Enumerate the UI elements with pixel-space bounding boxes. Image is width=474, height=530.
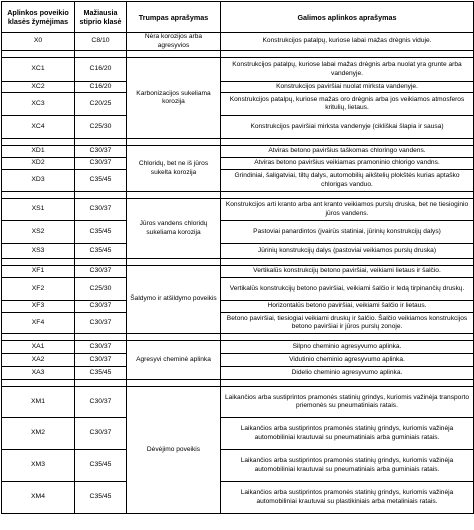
strength-class-cell: C35/45: [75, 482, 127, 514]
table-body: [2, 33, 474, 514]
header-environment: Galimos aplinkos aprašymas: [221, 2, 474, 33]
environment-description-cell: Betono paviršiai, tiesiogiai veikiami druskų ir šalčio. Šalčio veikiamos konstrukcijos betono paviršiai ir jūros purslų zonoje.: [221, 313, 474, 334]
exposure-class-cell: XM3: [2, 450, 75, 482]
strength-class-cell: C25/30: [75, 116, 127, 139]
exposure-class-cell: XA1: [2, 341, 75, 354]
group-spacer-row: [2, 259, 474, 266]
spacer-cell: [221, 259, 474, 266]
exposure-class-cell: XM1: [2, 387, 75, 418]
table-row: [2, 301, 474, 313]
environment-description-cell: Konstrukcijos patalpų, kuriose labai mažas drėgnis arba nuolat yra grunte arba vandenyje.: [221, 58, 474, 82]
environment-description-cell: Konstrukcijos paviršiai nuolat mirksta vandenyje.: [221, 82, 474, 93]
header-class: Aplinkos poveikio klasės žymėjimas: [2, 2, 75, 33]
strength-class-cell: C30/37: [75, 418, 127, 450]
exposure-class-cell: XF4: [2, 313, 75, 334]
spacer-cell: [75, 192, 127, 199]
strength-class-cell: C16/20: [75, 82, 127, 93]
exposure-class-cell: XM4: [2, 482, 75, 514]
spacer-cell: [75, 139, 127, 146]
environment-description-cell: Konstrukcijos arti kranto arba ant kranto veikiamos purslų druska, bet ne tiesioginio jūros vandens.: [221, 199, 474, 221]
exposure-class-cell: XF3: [2, 301, 75, 313]
spacer-cell: [2, 139, 75, 146]
spacer-cell: [127, 334, 221, 341]
table-row: [2, 170, 474, 192]
environment-description-cell: Konstrukcijos patalpų, kuriose labai mažas drėgnis viduje.: [221, 33, 474, 51]
table-row: [2, 116, 474, 139]
environment-description-cell: Jūrinių konstrukcijų dalys (pastoviai veikiamos purslų druska): [221, 244, 474, 259]
spacer-cell: [127, 192, 221, 199]
strength-class-cell: C35/45: [75, 244, 127, 259]
strength-class-cell: C35/45: [75, 221, 127, 244]
group-spacer-row: [2, 380, 474, 387]
strength-class-cell: C30/37: [75, 387, 127, 418]
spacer-cell: [127, 51, 221, 58]
spacer-cell: [127, 139, 221, 146]
spacer-cell: [221, 334, 474, 341]
strength-class-cell: C30/37: [75, 158, 127, 170]
table-row: [2, 199, 474, 221]
table-row: [2, 146, 474, 158]
table-row: [2, 341, 474, 354]
exposure-class-cell: XS3: [2, 244, 75, 259]
table-row: [2, 158, 474, 170]
environment-description-cell: Horizontalūs betono paviršiai, veikiami šalčio ir lietaus.: [221, 301, 474, 313]
exposure-class-cell: XA2: [2, 354, 75, 367]
environment-description-cell: Laikančios arba sustiprintos pramonės statinių grindys, kuriomis važinėja transporto priemonės su pneumatiniais ratais.: [221, 387, 474, 418]
spacer-cell: [221, 380, 474, 387]
group-description-cell: Šaldymo ir atšildymo poveikis: [127, 266, 221, 334]
table-row: [2, 33, 474, 51]
exposure-class-cell: X0: [2, 33, 75, 51]
exposure-class-cell: XS1: [2, 199, 75, 221]
spacer-cell: [2, 334, 75, 341]
spacer-cell: [2, 380, 75, 387]
group-description-cell: Jūros vandens chloridų sukeliama korozija: [127, 199, 221, 259]
exposure-class-cell: XA3: [2, 367, 75, 380]
exposure-classes-table: [1, 1, 474, 514]
header-strength: Mažiausia stiprio klasė: [75, 2, 127, 33]
exposure-class-cell: XM2: [2, 418, 75, 450]
exposure-class-cell: XC3: [2, 93, 75, 116]
spacer-cell: [221, 192, 474, 199]
exposure-class-cell: XD2: [2, 158, 75, 170]
strength-class-cell: C30/37: [75, 354, 127, 367]
environment-description-cell: Konstrukcijos patalpų, kuriose mažas oro drėgnis arba jos veikiamos atmosferos kritulių, lietaus.: [221, 93, 474, 116]
header-description: Trumpas aprašymas: [127, 2, 221, 33]
spacer-cell: [221, 139, 474, 146]
environment-description-cell: Laikančios arba sustiprintos pramonės statinių grindys, kuriomis važinėja automobiliniai krautuvai su pneumatiniais arba guminiais ratais.: [221, 450, 474, 482]
spacer-cell: [75, 334, 127, 341]
exposure-class-cell: XC2: [2, 82, 75, 93]
table-header-row: [2, 2, 474, 33]
environment-description-cell: Laikančios arba sustiprintos pramonės statinių grindys, kuriomis važinėja automobiliniai krautuvai su pneumatiniais arba guminiais ratais.: [221, 418, 474, 450]
group-description-cell: Nėra korozijos arba agresyvios: [127, 33, 221, 51]
environment-description-cell: Atviras betono paviršius veikiamas pramoninio chlorigo vandns.: [221, 158, 474, 170]
table-row: [2, 482, 474, 514]
environment-description-cell: Atviras betono paviršius taškomas chloringo vandens.: [221, 146, 474, 158]
group-description-cell: Chloridų, bet ne iš jūros sukelta korozija: [127, 146, 221, 192]
spacer-cell: [75, 259, 127, 266]
spacer-cell: [127, 380, 221, 387]
strength-class-cell: C30/37: [75, 301, 127, 313]
table-row: [2, 58, 474, 82]
strength-class-cell: C30/37: [75, 341, 127, 354]
environment-description-cell: Vertikalūs konstrukcijų betono paviršiai, veikiami šalčio ir ledą tirpinančių druskų.: [221, 278, 474, 301]
exposure-class-cell: XC1: [2, 58, 75, 82]
environment-description-cell: Vidutinio cheminio agresyvumo aplinka.: [221, 354, 474, 367]
strength-class-cell: C35/45: [75, 367, 127, 380]
exposure-class-cell: XS2: [2, 221, 75, 244]
spacer-cell: [2, 51, 75, 58]
spacer-cell: [127, 259, 221, 266]
environment-description-cell: Pastoviai panardintos (įvairūs statiniai, jūrinių konstrukcijų dalys): [221, 221, 474, 244]
table-row: [2, 354, 474, 367]
group-description-cell: Dėvėjimo poveikis: [127, 387, 221, 514]
spacer-cell: [75, 51, 127, 58]
strength-class-cell: C8/10: [75, 33, 127, 51]
environment-description-cell: Laikančios arba sustiprintos pramonės statinių grindys, kuriomis važinėja automobiliniai krautuvai su plastikiniais arba metaliniais ratais.: [221, 482, 474, 514]
group-spacer-row: [2, 334, 474, 341]
table-row: [2, 266, 474, 278]
table-row: [2, 278, 474, 301]
group-description-cell: Agresyvi cheminė aplinka: [127, 341, 221, 380]
strength-class-cell: C35/45: [75, 450, 127, 482]
strength-class-cell: C35/45: [75, 170, 127, 192]
spacer-cell: [2, 259, 75, 266]
group-spacer-row: [2, 139, 474, 146]
spacer-cell: [75, 380, 127, 387]
exposure-class-cell: XF2: [2, 278, 75, 301]
strength-class-cell: C25/30: [75, 278, 127, 301]
spacer-cell: [221, 51, 474, 58]
strength-class-cell: C20/25: [75, 93, 127, 116]
table-row: [2, 387, 474, 418]
table-row: [2, 313, 474, 334]
table-row: [2, 367, 474, 380]
table-row: [2, 450, 474, 482]
strength-class-cell: C16/20: [75, 58, 127, 82]
spacer-cell: [2, 192, 75, 199]
strength-class-cell: C30/37: [75, 146, 127, 158]
table-row: [2, 418, 474, 450]
group-description-cell: Karbonizacijos sukeliama korozija: [127, 58, 221, 139]
exposure-class-cell: XF1: [2, 266, 75, 278]
strength-class-cell: C30/37: [75, 199, 127, 221]
environment-description-cell: Vertikalūs konstrukcijų betono paviršiai, veikiami lietaus ir šalčio.: [221, 266, 474, 278]
environment-description-cell: Grindiniai, šaligatviai, tiltų dalys, automobilių aikštelių plokštės kurias aptaško chlorigas vanduo.: [221, 170, 474, 192]
group-spacer-row: [2, 51, 474, 58]
strength-class-cell: C30/37: [75, 266, 127, 278]
environment-description-cell: Didelio cheminio agresyvumo aplinka.: [221, 367, 474, 380]
exposure-class-cell: XD1: [2, 146, 75, 158]
group-spacer-row: [2, 192, 474, 199]
exposure-class-cell: XC4: [2, 116, 75, 139]
table-row: [2, 244, 474, 259]
table-row: [2, 221, 474, 244]
table-row: [2, 82, 474, 93]
exposure-class-cell: XD3: [2, 170, 75, 192]
environment-description-cell: Konstrukcijos paviršiai mirksta vandenyje (cikliškai šlapia ir sausa): [221, 116, 474, 139]
strength-class-cell: C30/37: [75, 313, 127, 334]
table-row: [2, 93, 474, 116]
environment-description-cell: Silpno cheminio agresyvumo aplinka.: [221, 341, 474, 354]
